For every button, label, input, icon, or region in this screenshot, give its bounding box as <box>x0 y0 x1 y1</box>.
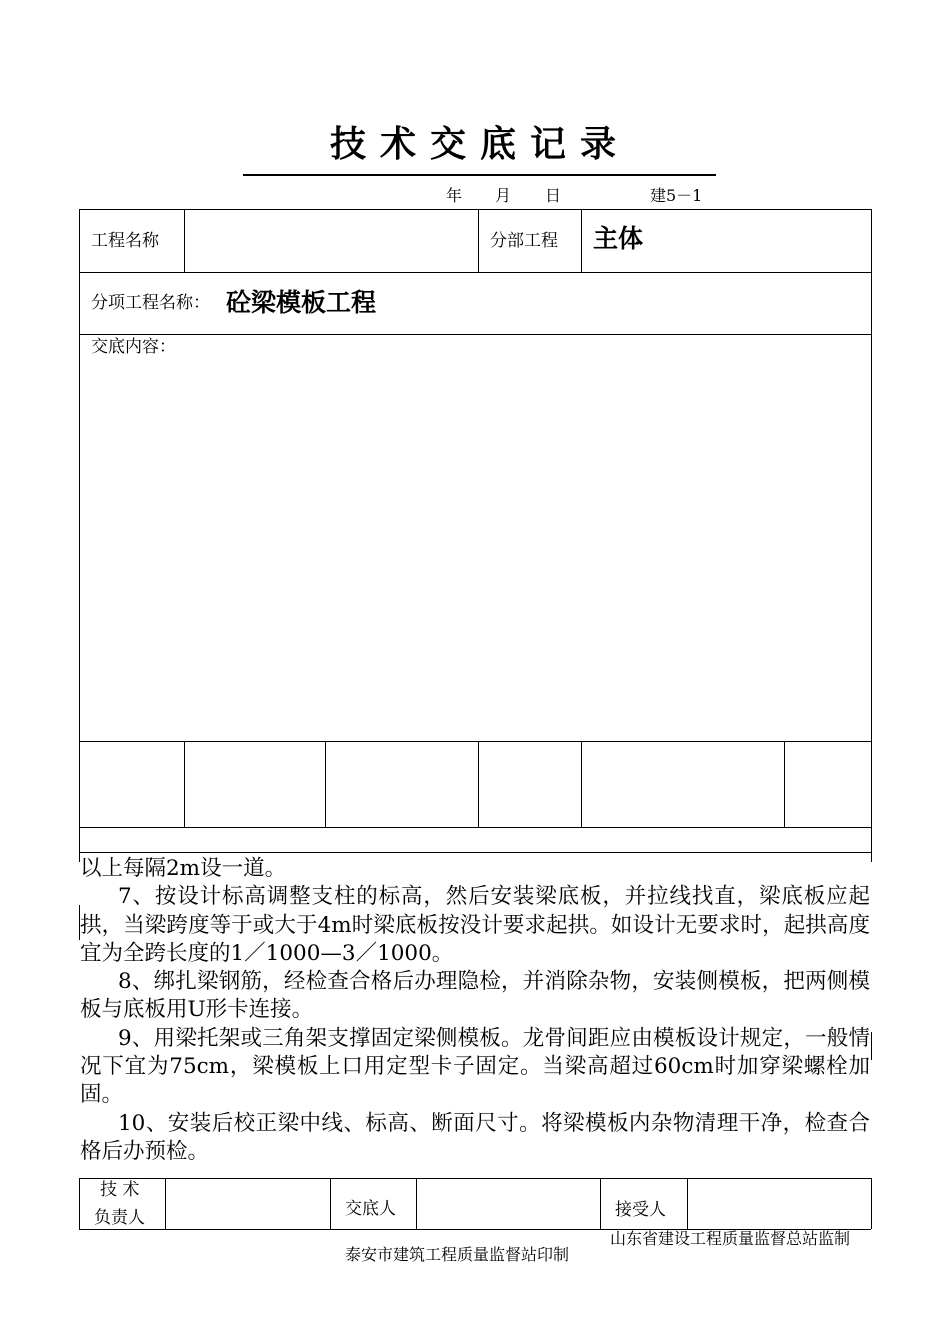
body-paragraph: 9、用梁托架或三角架支撑固定梁侧模板。龙骨间距应由模板设计规定，一般情况下宜为75cm，梁模板上口用定型卡子固定。当梁高超过60cm时加穿梁螺栓加固。 <box>80 1025 870 1108</box>
date-year: 年 <box>446 186 463 205</box>
date-day: 日 <box>545 186 562 205</box>
tech-lead-label-line1: 技 术 <box>100 1180 140 1200</box>
tech-lead-label-line2: 负责人 <box>94 1208 145 1228</box>
subitem-label: 分项工程名称： <box>91 293 210 313</box>
body-paragraph: 8、绑扎梁钢筋，经检查合格后办理隐检，并消除杂物，安装侧模板，把两侧模板与底板用U形卡连接。 <box>80 969 870 1023</box>
body-paragraph: 7、按设计标高调整支柱的标高，然后安装梁底板，并拉线找直，梁底板应起拱，当梁跨度等于或大于4m时梁底板按没计要求起拱。如设计无要求时，起拱高度宜为全跨长度的1／1000—3／1000。 <box>80 884 870 966</box>
printer-note: 泰安市建筑工程质量监督站印制 <box>345 1245 570 1264</box>
body-paragraph: 10、安装后校正梁中线、标高、断面尺寸。将梁模板内杂物清理干净，检查合格后办预检。 <box>80 1110 870 1164</box>
content-label: 交底内容： <box>91 337 176 357</box>
disclosure-body <box>80 855 870 1166</box>
title-underline <box>243 174 716 176</box>
supervisor-note: 山东省建设工程质量监督总站监制 <box>610 1229 851 1248</box>
page-title: 技术交底记录 <box>329 124 630 165</box>
project-name-label: 工程名称 <box>91 231 159 251</box>
date-month: 月 <box>495 186 512 205</box>
division-value: 主体 <box>593 224 644 253</box>
body-paragraph: 以上每隔2m设一道。 <box>80 856 287 881</box>
subitem-value: 砼梁模板工程 <box>226 288 377 317</box>
form-code: 建5－1 <box>650 186 703 205</box>
discloser-label: 交底人 <box>345 1199 396 1219</box>
division-label: 分部工程 <box>490 231 558 251</box>
receiver-label: 接受人 <box>615 1200 666 1220</box>
